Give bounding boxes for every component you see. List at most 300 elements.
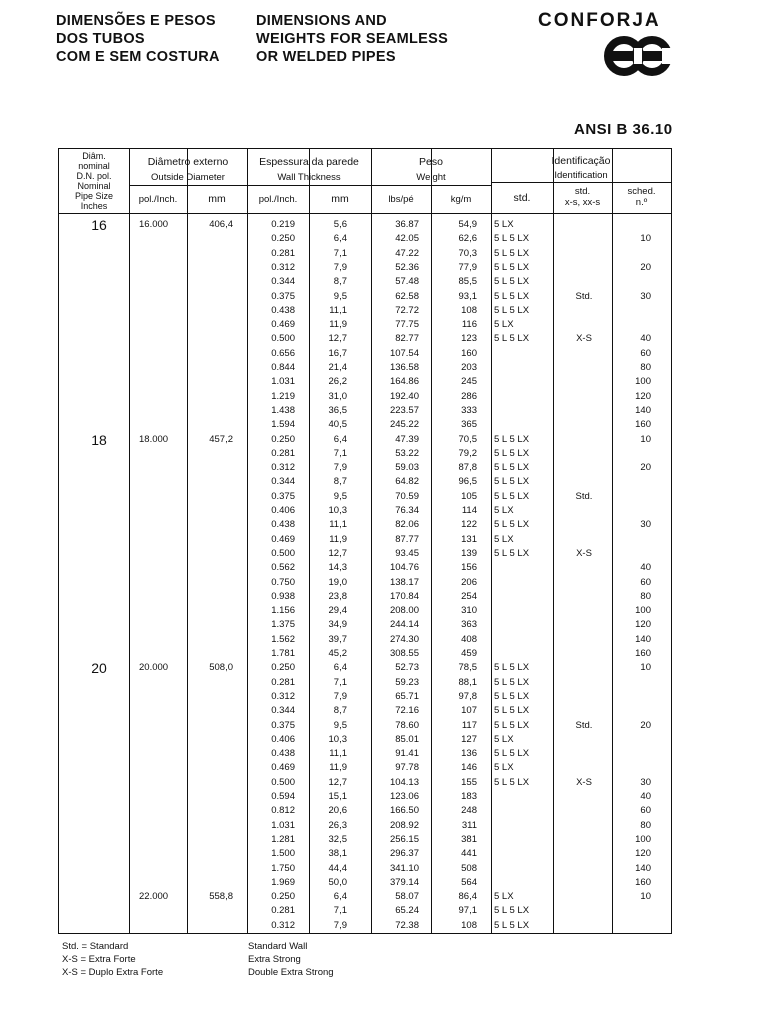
standard-label: ANSI B 36.10 bbox=[574, 121, 673, 138]
wall-mm-cell: 7,9 bbox=[333, 462, 347, 474]
api-spec-cell: 5 L 5 LX bbox=[494, 462, 530, 474]
wall-inch-cell: 0.281 bbox=[271, 447, 295, 459]
kg-per-m-cell: 77,9 bbox=[458, 261, 477, 273]
api-spec-cell: 5 L 5 LX bbox=[494, 261, 530, 273]
wall-inch-cell: 0.469 bbox=[271, 762, 295, 774]
kg-per-m-cell: 146 bbox=[461, 762, 477, 774]
api-spec-cell: 5 L 5 LX bbox=[494, 304, 530, 316]
wall-mm-cell: 12,7 bbox=[328, 333, 347, 345]
wall-inch-cell: 1.562 bbox=[271, 633, 295, 645]
wall-inch-cell: 0.312 bbox=[271, 462, 295, 474]
lbs-per-ft-cell: 85.01 bbox=[395, 733, 419, 745]
wall-inch-cell: 0.844 bbox=[271, 362, 295, 373]
schedule-cell: 60 bbox=[640, 805, 651, 817]
kg-per-m-cell: 363 bbox=[461, 619, 477, 631]
wall-mm-cell: 7,9 bbox=[333, 690, 347, 702]
header-outside-diameter-en: Outside Diameter bbox=[151, 172, 225, 183]
wall-mm-cell: 21,4 bbox=[328, 362, 347, 373]
schedule-cell: 80 bbox=[640, 819, 651, 831]
wall-inch-cell: 0.406 bbox=[271, 505, 295, 516]
lbs-per-ft-cell: 341.10 bbox=[389, 862, 419, 874]
kg-per-m-cell: 136 bbox=[461, 748, 477, 760]
lbs-per-ft-cell: 245.22 bbox=[389, 419, 419, 431]
lbs-per-ft-cell: 104.13 bbox=[389, 776, 419, 788]
kg-per-m-cell: 78,5 bbox=[458, 662, 477, 674]
wall-inch-cell: 0.281 bbox=[271, 905, 295, 917]
lbs-per-ft-cell: 52.73 bbox=[395, 662, 419, 674]
kg-per-m-cell: 131 bbox=[461, 533, 477, 545]
kg-per-m-cell: 88,1 bbox=[458, 676, 477, 688]
kg-per-m-cell: 108 bbox=[461, 919, 477, 931]
schedule-cell: 140 bbox=[635, 633, 651, 645]
api-spec-cell: 5 L 5 LX bbox=[494, 662, 530, 674]
kg-per-m-cell: 107 bbox=[461, 705, 477, 717]
schedule-cell: 30 bbox=[640, 290, 651, 302]
title-pt-line: DOS TUBOS bbox=[56, 31, 145, 47]
wall-inch-cell: 0.812 bbox=[271, 805, 295, 817]
schedule-cell: 60 bbox=[640, 347, 651, 359]
header-lbs-per-ft: lbs/pé bbox=[388, 194, 414, 205]
kg-per-m-cell: 365 bbox=[461, 419, 477, 431]
schedule-cell: 140 bbox=[635, 862, 651, 874]
schedule-cell: 20 bbox=[640, 261, 651, 273]
lbs-per-ft-cell: 107.54 bbox=[389, 347, 419, 359]
schedule-cell: 120 bbox=[635, 848, 651, 860]
lbs-per-ft-cell: 82.77 bbox=[395, 333, 419, 345]
kg-per-m-cell: 86,4 bbox=[458, 891, 477, 903]
lbs-per-ft-cell: 42.05 bbox=[395, 233, 419, 245]
wall-mm-cell: 7,1 bbox=[333, 447, 347, 459]
legend-meaning: Extra Strong bbox=[248, 953, 301, 965]
wall-mm-cell: 7,9 bbox=[333, 261, 347, 273]
schedule-cell: 80 bbox=[640, 362, 651, 373]
legend-abbr: X-S = Extra Forte bbox=[62, 953, 136, 965]
api-spec-cell: 5 L 5 LX bbox=[494, 905, 530, 917]
api-spec-cell: 5 LX bbox=[494, 733, 514, 745]
title-pt-line: DIMENSÕES E PESOS bbox=[56, 13, 216, 29]
wall-inch-cell: 0.750 bbox=[271, 576, 295, 588]
wall-mm-cell: 44,4 bbox=[328, 862, 347, 874]
header-wall-inch: pol./Inch. bbox=[258, 194, 298, 205]
wall-inch-cell: 0.469 bbox=[271, 319, 295, 331]
lbs-per-ft-cell: 36.87 bbox=[395, 219, 419, 230]
std-class-cell: Std. bbox=[575, 490, 593, 502]
lbs-per-ft-cell: 308.55 bbox=[389, 648, 419, 659]
wall-mm-cell: 11,1 bbox=[329, 748, 347, 760]
header-identification-en: Identification bbox=[554, 170, 608, 181]
header-schedule-top: sched. bbox=[627, 186, 656, 197]
api-spec-cell: 5 LX bbox=[494, 762, 514, 774]
api-spec-cell: 5 LX bbox=[494, 891, 514, 903]
lbs-per-ft-cell: 72.16 bbox=[395, 705, 419, 717]
title-pt-line: COM E SEM COSTURA bbox=[56, 49, 220, 65]
kg-per-m-cell: 286 bbox=[461, 390, 477, 402]
kg-per-m-cell: 206 bbox=[461, 576, 477, 588]
api-spec-cell: 5 L 5 LX bbox=[494, 748, 530, 760]
title-en-line: OR WELDED PIPES bbox=[256, 49, 396, 65]
schedule-cell: 160 bbox=[635, 419, 651, 431]
wall-mm-cell: 9,5 bbox=[333, 719, 347, 731]
wall-mm-cell: 14,3 bbox=[328, 562, 347, 574]
wall-mm-cell: 6,4 bbox=[333, 433, 347, 445]
outside-diameter-mm-cell: 508,0 bbox=[209, 662, 233, 674]
lbs-per-ft-cell: 65.24 bbox=[395, 905, 419, 917]
kg-per-m-cell: 508 bbox=[461, 862, 477, 874]
lbs-per-ft-cell: 59.23 bbox=[395, 676, 419, 688]
wall-mm-cell: 10,3 bbox=[328, 733, 347, 745]
legend-meaning: Standard Wall bbox=[248, 941, 308, 952]
std-class-cell: X-S bbox=[576, 547, 592, 559]
lbs-per-ft-cell: 244.14 bbox=[389, 619, 419, 631]
schedule-cell: 20 bbox=[640, 462, 651, 474]
lbs-per-ft-cell: 208.92 bbox=[389, 819, 419, 831]
schedule-cell: 100 bbox=[635, 605, 651, 617]
kg-per-m-cell: 254 bbox=[461, 590, 477, 602]
lbs-per-ft-cell: 136.58 bbox=[389, 362, 419, 373]
wall-inch-cell: 0.281 bbox=[271, 676, 295, 688]
lbs-per-ft-cell: 379.14 bbox=[389, 876, 419, 888]
lbs-per-ft-cell: 77.75 bbox=[395, 319, 419, 331]
wall-inch-cell: 1.781 bbox=[271, 648, 295, 659]
schedule-cell: 100 bbox=[635, 376, 651, 388]
header-wall-thickness-pt: Espessura da parede bbox=[259, 156, 359, 168]
lbs-per-ft-cell: 208.00 bbox=[389, 605, 419, 617]
lbs-per-ft-cell: 78.60 bbox=[395, 719, 419, 731]
lbs-per-ft-cell: 91.41 bbox=[395, 748, 419, 760]
kg-per-m-cell: 108 bbox=[461, 304, 477, 316]
kg-per-m-cell: 114 bbox=[461, 505, 477, 516]
header-std-xs-bottom: x-s, xx-s bbox=[564, 197, 601, 208]
legend-meanings bbox=[248, 941, 334, 979]
schedule-cell: 160 bbox=[635, 648, 651, 659]
kg-per-m-cell: 333 bbox=[461, 404, 477, 416]
wall-inch-cell: 1.219 bbox=[271, 390, 295, 402]
kg-per-m-cell: 70,3 bbox=[458, 247, 477, 259]
wall-mm-cell: 5,6 bbox=[333, 219, 347, 230]
wall-inch-cell: 0.375 bbox=[271, 719, 295, 731]
header-identification-pt: Identificação bbox=[551, 155, 611, 167]
lbs-per-ft-cell: 64.82 bbox=[395, 476, 419, 488]
wall-mm-cell: 7,1 bbox=[333, 905, 347, 917]
title-en-line: WEIGHTS FOR SEAMLESS bbox=[256, 31, 449, 47]
wall-mm-cell: 12,7 bbox=[328, 547, 347, 559]
outside-diameter-inch-cell: 22.000 bbox=[139, 891, 169, 903]
wall-inch-cell: 0.250 bbox=[271, 233, 295, 245]
lbs-per-ft-cell: 52.36 bbox=[395, 261, 419, 273]
lbs-per-ft-cell: 104.76 bbox=[389, 562, 419, 574]
lbs-per-ft-cell: 123.06 bbox=[389, 791, 419, 802]
header-schedule-bottom: n.º bbox=[635, 197, 648, 208]
header-od-inch: pol./Inch. bbox=[138, 194, 178, 205]
outside-diameter-mm-cell: 457,2 bbox=[209, 433, 233, 445]
brand-name: CONFORJA bbox=[538, 10, 661, 31]
wall-inch-cell: 0.250 bbox=[271, 891, 295, 903]
wall-mm-cell: 7,9 bbox=[333, 919, 347, 931]
wall-mm-cell: 40,5 bbox=[328, 419, 347, 431]
wall-mm-cell: 7,1 bbox=[333, 676, 347, 688]
wall-mm-cell: 11,1 bbox=[329, 519, 347, 531]
lbs-per-ft-cell: 58.07 bbox=[395, 891, 419, 903]
title-en-line: DIMENSIONS AND bbox=[256, 13, 387, 29]
schedule-cell: 80 bbox=[640, 590, 651, 602]
wall-inch-cell: 1.500 bbox=[271, 848, 295, 860]
outside-diameter-inch-cell: 20.000 bbox=[139, 662, 169, 674]
schedule-cell: 10 bbox=[640, 662, 651, 674]
outside-diameter-mm-cell: 558,8 bbox=[209, 891, 233, 903]
header-wall-mm: mm bbox=[331, 193, 349, 205]
kg-per-m-cell: 381 bbox=[461, 833, 477, 845]
schedule-cell: 40 bbox=[640, 791, 651, 802]
wall-mm-cell: 6,4 bbox=[333, 662, 347, 674]
api-spec-cell: 5 LX bbox=[494, 219, 514, 230]
schedule-cell: 10 bbox=[640, 233, 651, 245]
conforja-cc-logo-icon bbox=[604, 36, 674, 76]
wall-mm-cell: 6,4 bbox=[333, 891, 347, 903]
kg-per-m-cell: 248 bbox=[461, 805, 477, 817]
wall-mm-cell: 32,5 bbox=[328, 833, 347, 845]
api-spec-cell: 5 L 5 LX bbox=[494, 276, 530, 288]
lbs-per-ft-cell: 223.57 bbox=[389, 404, 419, 416]
wall-inch-cell: 1.969 bbox=[271, 876, 295, 888]
api-spec-cell: 5 L 5 LX bbox=[494, 247, 530, 259]
kg-per-m-cell: 123 bbox=[461, 333, 477, 345]
api-spec-cell: 5 L 5 LX bbox=[494, 333, 530, 345]
legend-abbr: Std. = Standard bbox=[62, 941, 129, 952]
kg-per-m-cell: 96,5 bbox=[458, 476, 477, 488]
api-spec-cell: 5 LX bbox=[494, 505, 514, 516]
wall-mm-cell: 20,6 bbox=[328, 805, 347, 817]
kg-per-m-cell: 155 bbox=[461, 776, 477, 788]
kg-per-m-cell: 122 bbox=[461, 519, 477, 531]
api-spec-cell: 5 LX bbox=[494, 319, 514, 331]
header-std-api: std. bbox=[513, 192, 531, 204]
wall-inch-cell: 0.406 bbox=[271, 733, 295, 745]
api-spec-cell: 5 L 5 LX bbox=[494, 476, 530, 488]
wall-mm-cell: 16,7 bbox=[328, 347, 347, 359]
kg-per-m-cell: 70,5 bbox=[458, 433, 477, 445]
lbs-per-ft-cell: 72.38 bbox=[395, 919, 419, 931]
lbs-per-ft-cell: 82.06 bbox=[395, 519, 419, 531]
wall-mm-cell: 26,3 bbox=[328, 819, 347, 831]
kg-per-m-cell: 459 bbox=[461, 648, 477, 659]
wall-mm-cell: 11,9 bbox=[329, 533, 347, 545]
wall-mm-cell: 7,1 bbox=[333, 247, 347, 259]
header-nominal-size: Diâm. nominal D.N. pol. Nominal Pipe Size Inches bbox=[74, 151, 114, 211]
lbs-per-ft-cell: 76.34 bbox=[395, 505, 419, 516]
wall-inch-cell: 0.438 bbox=[271, 748, 295, 760]
lbs-per-ft-cell: 93.45 bbox=[395, 547, 419, 559]
wall-inch-cell: 0.469 bbox=[271, 533, 295, 545]
api-spec-cell: 5 L 5 LX bbox=[494, 776, 530, 788]
wall-mm-cell: 12,7 bbox=[328, 776, 347, 788]
wall-inch-cell: 0.312 bbox=[271, 690, 295, 702]
lbs-per-ft-cell: 138.17 bbox=[389, 576, 419, 588]
wall-inch-cell: 1.594 bbox=[271, 419, 295, 431]
schedule-cell: 120 bbox=[635, 390, 651, 402]
wall-inch-cell: 0.500 bbox=[271, 333, 295, 345]
wall-mm-cell: 29,4 bbox=[328, 605, 347, 617]
wall-inch-cell: 0.312 bbox=[271, 261, 295, 273]
wall-mm-cell: 9,5 bbox=[333, 290, 347, 302]
wall-mm-cell: 15,1 bbox=[328, 791, 347, 802]
kg-per-m-cell: 311 bbox=[461, 819, 477, 831]
kg-per-m-cell: 93,1 bbox=[458, 290, 477, 302]
wall-inch-cell: 0.594 bbox=[271, 791, 295, 802]
wall-inch-cell: 0.281 bbox=[271, 247, 295, 259]
kg-per-m-cell: 117 bbox=[461, 719, 477, 731]
lbs-per-ft-cell: 87.77 bbox=[395, 533, 419, 545]
schedule-cell: 100 bbox=[635, 833, 651, 845]
kg-per-m-cell: 97,1 bbox=[458, 905, 477, 917]
wall-mm-cell: 11,1 bbox=[329, 304, 347, 316]
wall-inch-cell: 1.750 bbox=[271, 862, 295, 874]
std-class-cell: X-S bbox=[576, 776, 592, 788]
kg-per-m-cell: 310 bbox=[461, 605, 477, 617]
wall-mm-cell: 50,0 bbox=[328, 876, 347, 888]
wall-mm-cell: 45,2 bbox=[328, 648, 347, 659]
lbs-per-ft-cell: 164.86 bbox=[389, 376, 419, 388]
schedule-cell: 30 bbox=[640, 519, 651, 531]
legend-abbreviations bbox=[62, 941, 163, 979]
schedule-cell: 30 bbox=[640, 776, 651, 788]
header-weight-pt: Peso bbox=[419, 156, 443, 168]
api-spec-cell: 5 L 5 LX bbox=[494, 676, 530, 688]
header-weight-en: Weight bbox=[416, 172, 446, 183]
std-class-cell: Std. bbox=[575, 719, 593, 731]
kg-per-m-cell: 105 bbox=[461, 490, 477, 502]
schedule-cell: 10 bbox=[640, 433, 651, 445]
lbs-per-ft-cell: 192.40 bbox=[389, 390, 419, 402]
wall-mm-cell: 26,2 bbox=[328, 376, 347, 388]
lbs-per-ft-cell: 166.50 bbox=[389, 805, 419, 817]
title-english bbox=[256, 12, 496, 66]
wall-mm-cell: 8,7 bbox=[333, 705, 347, 717]
api-spec-cell: 5 L 5 LX bbox=[494, 719, 530, 731]
nominal-size-cell: 20 bbox=[91, 660, 107, 677]
api-spec-cell: 5 LX bbox=[494, 533, 514, 545]
wall-inch-cell: 0.312 bbox=[271, 919, 295, 931]
wall-mm-cell: 36,5 bbox=[328, 404, 347, 416]
lbs-per-ft-cell: 256.15 bbox=[389, 833, 419, 845]
kg-per-m-cell: 116 bbox=[461, 319, 477, 331]
schedule-cell: 40 bbox=[640, 562, 651, 574]
wall-inch-cell: 0.438 bbox=[271, 304, 295, 316]
header-od-mm: mm bbox=[208, 193, 226, 205]
nominal-size-cell: 16 bbox=[91, 217, 107, 233]
wall-inch-cell: 0.938 bbox=[271, 590, 295, 602]
lbs-per-ft-cell: 47.39 bbox=[395, 433, 419, 445]
lbs-per-ft-cell: 57.48 bbox=[395, 276, 419, 288]
schedule-cell: 60 bbox=[640, 576, 651, 588]
wall-inch-cell: 0.219 bbox=[271, 219, 295, 230]
schedule-cell: 10 bbox=[640, 891, 651, 903]
wall-mm-cell: 38,1 bbox=[328, 848, 347, 860]
wall-mm-cell: 6,4 bbox=[333, 233, 347, 245]
kg-per-m-cell: 85,5 bbox=[458, 276, 477, 288]
kg-per-m-cell: 564 bbox=[461, 876, 477, 888]
lbs-per-ft-cell: 65.71 bbox=[395, 690, 419, 702]
kg-per-m-cell: 408 bbox=[461, 633, 477, 645]
wall-inch-cell: 0.344 bbox=[271, 476, 295, 488]
wall-mm-cell: 19,0 bbox=[328, 576, 347, 588]
kg-per-m-cell: 79,2 bbox=[458, 447, 477, 459]
wall-inch-cell: 0.500 bbox=[271, 776, 295, 788]
lbs-per-ft-cell: 62.58 bbox=[395, 290, 419, 302]
lbs-per-ft-cell: 274.30 bbox=[389, 633, 419, 645]
kg-per-m-cell: 54,9 bbox=[458, 219, 477, 230]
wall-inch-cell: 1.281 bbox=[271, 833, 295, 845]
kg-per-m-cell: 87,8 bbox=[458, 462, 477, 474]
kg-per-m-cell: 203 bbox=[461, 362, 477, 373]
api-spec-cell: 5 L 5 LX bbox=[494, 490, 530, 502]
kg-per-m-cell: 441 bbox=[461, 848, 477, 860]
outside-diameter-inch-cell: 16.000 bbox=[139, 219, 169, 230]
header-outside-diameter-pt: Diâmetro externo bbox=[147, 156, 229, 168]
api-spec-cell: 5 L 5 LX bbox=[494, 433, 530, 445]
wall-inch-cell: 0.344 bbox=[271, 705, 295, 717]
schedule-cell: 40 bbox=[640, 333, 651, 345]
lbs-per-ft-cell: 47.22 bbox=[395, 247, 419, 259]
wall-inch-cell: 0.562 bbox=[271, 562, 295, 574]
wall-inch-cell: 0.375 bbox=[271, 490, 295, 502]
wall-inch-cell: 0.656 bbox=[271, 347, 295, 359]
wall-inch-cell: 1.031 bbox=[271, 819, 295, 831]
wall-inch-cell: 0.375 bbox=[271, 290, 295, 302]
kg-per-m-cell: 62,6 bbox=[458, 233, 477, 245]
wall-mm-cell: 11,9 bbox=[329, 762, 347, 774]
wall-inch-cell: 1.156 bbox=[271, 605, 295, 617]
wall-inch-cell: 0.438 bbox=[271, 519, 295, 531]
lbs-per-ft-cell: 170.84 bbox=[389, 590, 419, 602]
wall-mm-cell: 34,9 bbox=[328, 619, 347, 631]
wall-mm-cell: 31,0 bbox=[328, 390, 347, 402]
wall-mm-cell: 23,8 bbox=[328, 590, 347, 602]
api-spec-cell: 5 L 5 LX bbox=[494, 690, 530, 702]
std-class-cell: X-S bbox=[576, 333, 592, 345]
wall-inch-cell: 1.438 bbox=[271, 404, 295, 416]
api-spec-cell: 5 L 5 LX bbox=[494, 233, 530, 245]
kg-per-m-cell: 139 bbox=[461, 547, 477, 559]
kg-per-m-cell: 127 bbox=[461, 733, 477, 745]
schedule-cell: 120 bbox=[635, 619, 651, 631]
wall-inch-cell: 0.250 bbox=[271, 662, 295, 674]
kg-per-m-cell: 97,8 bbox=[458, 690, 477, 702]
header-kg-per-m: kg/m bbox=[450, 194, 472, 205]
lbs-per-ft-cell: 72.72 bbox=[395, 304, 419, 316]
lbs-per-ft-cell: 296.37 bbox=[389, 848, 419, 860]
lbs-per-ft-cell: 53.22 bbox=[395, 447, 419, 459]
wall-inch-cell: 0.500 bbox=[271, 547, 295, 559]
schedule-cell: 20 bbox=[640, 719, 651, 731]
lbs-per-ft-cell: 70.59 bbox=[395, 490, 419, 502]
wall-mm-cell: 9,5 bbox=[333, 490, 347, 502]
wall-mm-cell: 39,7 bbox=[328, 633, 347, 645]
legend-abbr: X-S = Duplo Extra Forte bbox=[62, 966, 164, 978]
nominal-size-cell: 18 bbox=[91, 431, 107, 448]
wall-mm-cell: 11,9 bbox=[329, 319, 347, 331]
std-class-cell: Std. bbox=[575, 290, 593, 302]
wall-mm-cell: 10,3 bbox=[328, 505, 347, 516]
legend-meaning: Double Extra Strong bbox=[248, 966, 334, 978]
lbs-per-ft-cell: 97.78 bbox=[395, 762, 419, 774]
wall-inch-cell: 1.031 bbox=[271, 376, 295, 388]
api-spec-cell: 5 L 5 LX bbox=[494, 547, 530, 559]
wall-inch-cell: 1.375 bbox=[271, 619, 295, 631]
outside-diameter-mm-cell: 406,4 bbox=[209, 219, 233, 230]
schedule-cell: 160 bbox=[635, 876, 651, 888]
api-spec-cell: 5 L 5 LX bbox=[494, 705, 530, 717]
wall-inch-cell: 0.344 bbox=[271, 276, 295, 288]
